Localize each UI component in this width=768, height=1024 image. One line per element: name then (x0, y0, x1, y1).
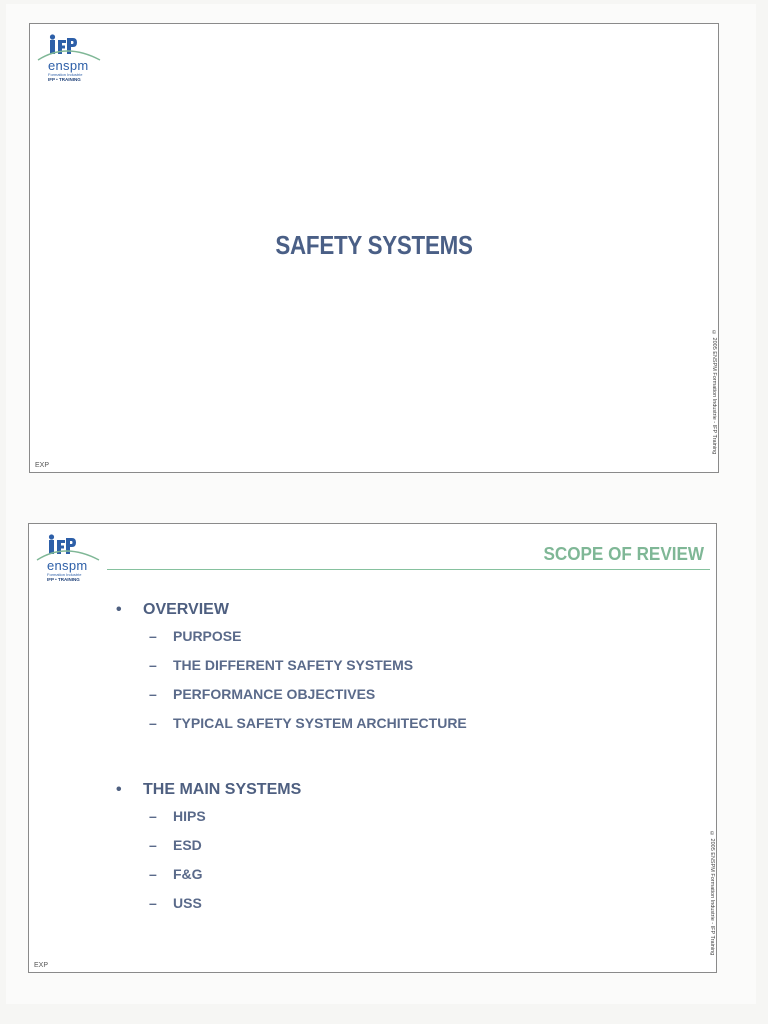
list-item: – PURPOSE (149, 628, 242, 644)
list-item: – THE DIFFERENT SAFETY SYSTEMS (149, 657, 414, 673)
list-item: – F&G (149, 866, 203, 882)
overview-section (113, 599, 467, 741)
title-slide (29, 23, 719, 473)
logo-tagline: IFP • TRAINING (47, 577, 80, 582)
list-item-label: PERFORMANCE OBJECTIVES (173, 686, 376, 702)
list-item: – ESD (149, 837, 202, 853)
list-item: – USS (149, 895, 202, 911)
logo-tagline: IFP • TRAINING (48, 77, 81, 82)
logo-subtitle: Formation Industrie (48, 72, 83, 77)
slide-title: SAFETY SYSTEMS (275, 230, 473, 260)
list-item-label: TYPICAL SAFETY SYSTEM ARCHITECTURE (173, 715, 467, 731)
footer-label: EXP (34, 962, 49, 969)
list-item-label: USS (173, 895, 202, 911)
copyright-notice: © 2005 ENSPM Formation Industrie - IFP Training (709, 831, 715, 956)
list-item: – TYPICAL SAFETY SYSTEM ARCHITECTURE (149, 715, 467, 731)
footer-label: EXP (35, 462, 50, 469)
list-item-label: PURPOSE (173, 628, 242, 644)
logo-wordmark: enspm (47, 558, 88, 573)
list-item-label: ESD (173, 837, 202, 853)
header-divider (107, 569, 710, 570)
bullet-heading: • THE MAIN SYSTEMS (113, 779, 301, 805)
logo-subtitle: Formation Industrie (47, 572, 82, 577)
main-systems-section (113, 779, 301, 921)
bullet-heading: • OVERVIEW (113, 599, 467, 625)
list-item-label: THE DIFFERENT SAFETY SYSTEMS (173, 657, 414, 673)
list-item: – PERFORMANCE OBJECTIVES (149, 686, 376, 702)
copyright-notice: © 2005 ENSPM Formation Industrie - IFP Training (711, 330, 717, 455)
ifp-enspm-logo (35, 534, 105, 586)
list-item-label: HIPS (173, 808, 206, 824)
logo-wordmark: enspm (48, 58, 89, 73)
list-item-label: F&G (173, 866, 203, 882)
list-item: – HIPS (149, 808, 206, 824)
scope-slide (28, 523, 717, 973)
ifp-enspm-logo (36, 34, 106, 86)
slide-header: SCOPE OF REVIEW (543, 544, 704, 564)
